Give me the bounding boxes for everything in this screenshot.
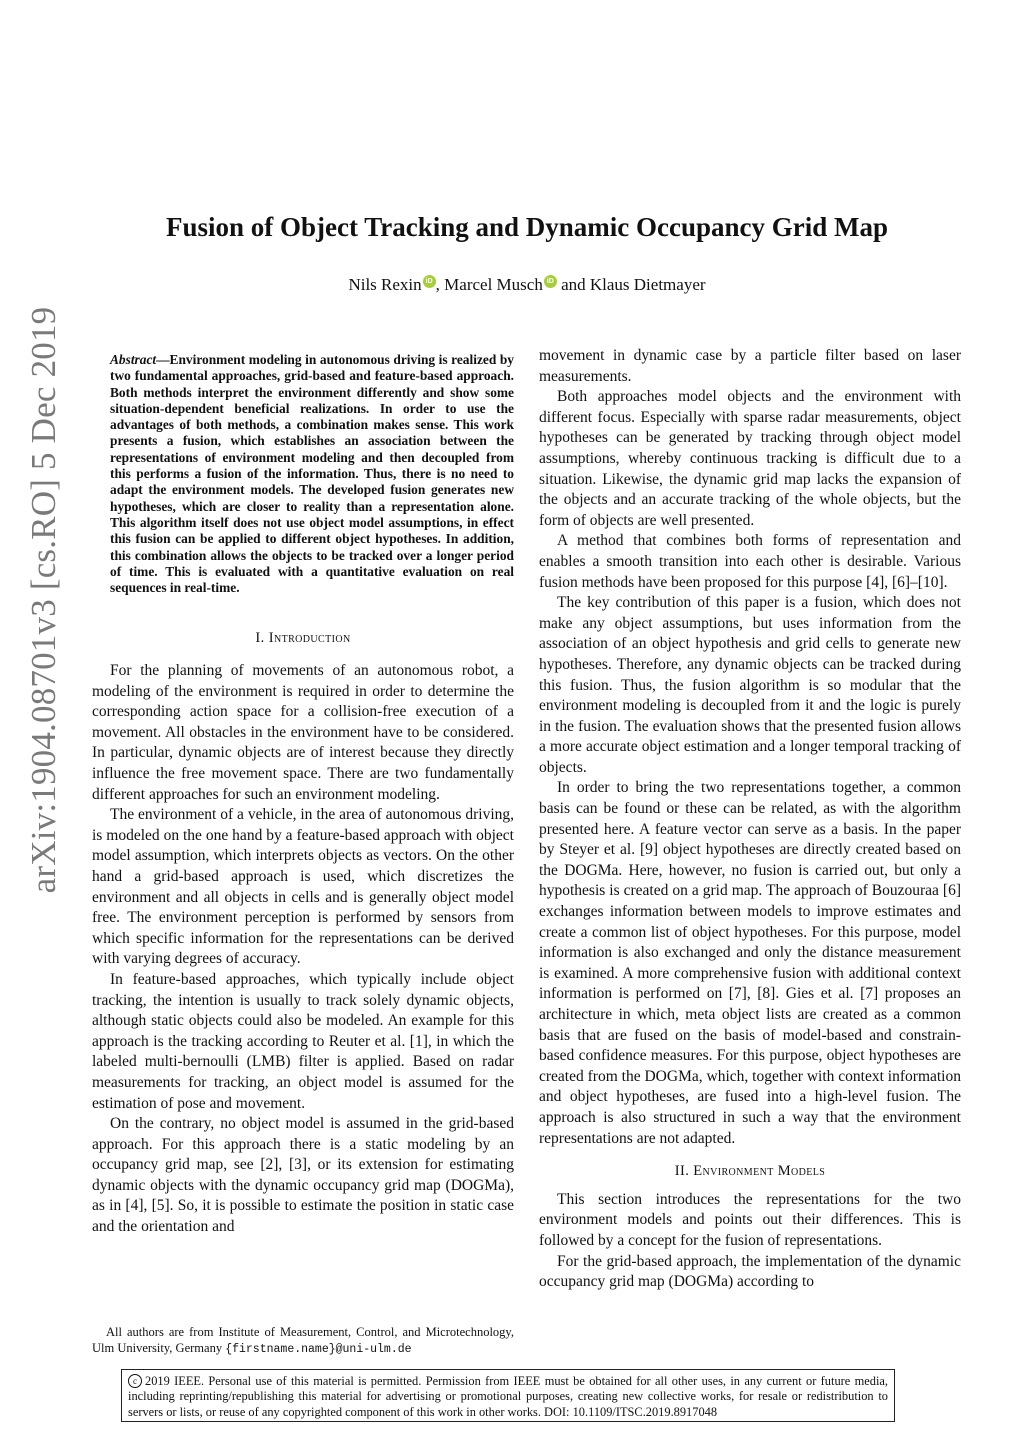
paper-title: Fusion of Object Tracking and Dynamic Occupancy Grid Map [165,212,889,242]
paragraph: This section introduces the representations for the two environment models and points out their differences. This is followed by a concept for the fusion of representations. [539,1190,961,1249]
author-3: and Klaus Dietmayer [556,275,706,294]
section-title: Environment Models [693,1163,826,1180]
copyright-text: 2019 IEEE. Personal use of this material is permitted. Permission from IEEE must be obtained for all other uses, in any current or future media, including reprinting/republishing this material for advertising or promotional purposes, creating new collective works, for resale or redistribution to servers or lists, or reuse of any copyrighted component of this work in other works. DOI: 10.1109/ITSC.2019.8917048 [128,1374,888,1419]
section-title: Introduction [268,630,351,647]
copyright-notice [121,1369,895,1422]
paragraph: In order to bring the two representations together, a common basis can be found or these can be related, as with the algorithm presented here. A feature vector can serve as a basis. In the paper by Steyer et al. [9] object hypotheses are directly created based on the DOGMa. Here, however, no fusion is carried out, but only a hypothesis is created on a grid map. The approach of Bouzouraa [6] exchanges information between models to improve estimates and create a common list of object hypotheses. For this purpose, model information is also exchanged and only the distance measurement is examined. A more comprehensive fusion with additional context information is performed on [7], [8]. Gies et al. [7] proposes an architecture in which, meta object lists are created as a common basis that are fused on the basis of model-based and constrain-based confidence measures. For this purpose, object hypotheses are created from the DOGMa, which, together with context information and object hypotheses, are fused into a high-level fusion. The approach is also structured in such a way that the environment representations are not adapted. [539,779,961,1147]
author-line [0,275,1024,295]
author-affiliation-footnote [92,1324,514,1358]
right-column [539,346,961,1293]
paragraph: Both approaches model objects and the environment with different focus. Especially with sparse radar measurements, object hypotheses can be generated by tracking through object model assumptions, whereby continuous tracking is difficult due to a situation. Likewise, the dynamic grid map lacks the expansion of the objects and an accurate tracking of the whole objects, but the form of objects are well presented. [539,388,961,529]
arxiv-id: arXiv:1904.08701v3 [cs.RO] 5 Dec 2019 [24,306,63,894]
paragraph: For the planning of movements of an autonomous robot, a modeling of the environment is required in order to determine the corresponding action space for a collision-free execution of a movement. All obstacles in the environment have to be considered. In particular, dynamic objects are of interest because they directly influence the free movement space. There are two fundamentally different approaches for such an environment modeling. [92,662,514,803]
section-number: I. [255,630,265,647]
author-1: Nils Rexin [348,275,422,294]
orcid-icon[interactable]: iD [544,275,557,288]
section-heading-introduction [92,628,514,649]
abstract-text: Environment modeling in autonomous driving is realized by two fundamental approaches, grid-based and feature-based approach. Both methods interpret the environment differently and show some situation-dependent beneficial realizations. In order to use the advantages of both methods, a combination makes sense. This work presents a fusion, which establishes an association between the representations of environment modeling and then decoupled from this performs a fusion of the information. Thus, there is no need to adapt the environment models. The developed fusion generates new hypotheses, which are closer to reality than a representation alone. This algorithm itself does not use object model assumptions, in effect this fusion can be applied to different object hypotheses. In addition, this combination allows the objects to be tracked over a longer period of time. This is evaluated with a quantitative evaluation on real sequences in real-time. [110,352,514,596]
abstract [110,352,514,596]
copyright-icon: c [128,1374,142,1388]
author-2: , Marcel Musch [435,275,543,294]
paragraph: The environment of a vehicle, in the area of autonomous driving, is modeled on the one hand by a feature-based approach with object model assumption, which interprets objects as vectors. On the other hand a grid-based approach is used, which discretizes the environment and all objects in cells and is generally object model free. The environment perception is performed by sensors from which specific information for the representations can be derived with varying degrees of accuracy. [92,806,514,968]
paragraph: The key contribution of this paper is a fusion, which does not make any object assumptions, but uses information from the association of an object hypothesis and grid cells to generate new hypotheses. Therefore, any dynamic objects can be tracked during this fusion. Thus, the fusion algorithm is so modular that the environment modeling is decoupled from it and the logic is purely in the fusion. The evaluation shows that the presented fusion allows a more accurate object estimation and a longer temporal tracking of objects. [539,594,961,776]
left-column [92,346,514,1238]
paragraph: In feature-based approaches, which typically include object tracking, the intention is usually to track solely dynamic objects, although static objects could also be modeled. An example for this approach is the tracking according to Reuter et al. [1], in which the labeled multi-bernoulli (LMB) filter is applied. Based on radar measurements for tracking, an object model is assumed for the estimation of pose and movement. [92,970,514,1112]
paragraph: For the grid-based approach, the implementation of the dynamic occupancy grid map (DOGMa) according to [539,1252,961,1291]
abstract-dash: — [156,352,170,367]
section-number: II. [674,1163,690,1180]
paragraph: On the contrary, no object model is assumed in the grid-based approach. For this approach there is a static modeling by an occupancy grid map, see [2], [3], or its extension for estimating dynamic objects with the dynamic occupancy grid map (DOGMa), as in [4], [5]. So, it is possible to estimate the position in static case and the orientation and [92,1115,514,1236]
footnote-text: All authors are from Institute of Measurement, Control, and Microtechnology, Ulm University, Germany [92,1325,514,1355]
author-email: {firstname.name}@uni-ulm.de [225,1343,412,1356]
section-heading-environment-models [539,1161,961,1182]
orcid-icon[interactable]: iD [423,275,436,288]
paragraph: A method that combines both forms of representation and enables a smooth transition into each other is desirable. Various fusion methods have been proposed for this purpose [4], [6]–[10]. [539,532,961,591]
paragraph: movement in dynamic case by a particle filter based on laser measurements. [539,347,961,385]
abstract-label: Abstract [110,352,157,367]
